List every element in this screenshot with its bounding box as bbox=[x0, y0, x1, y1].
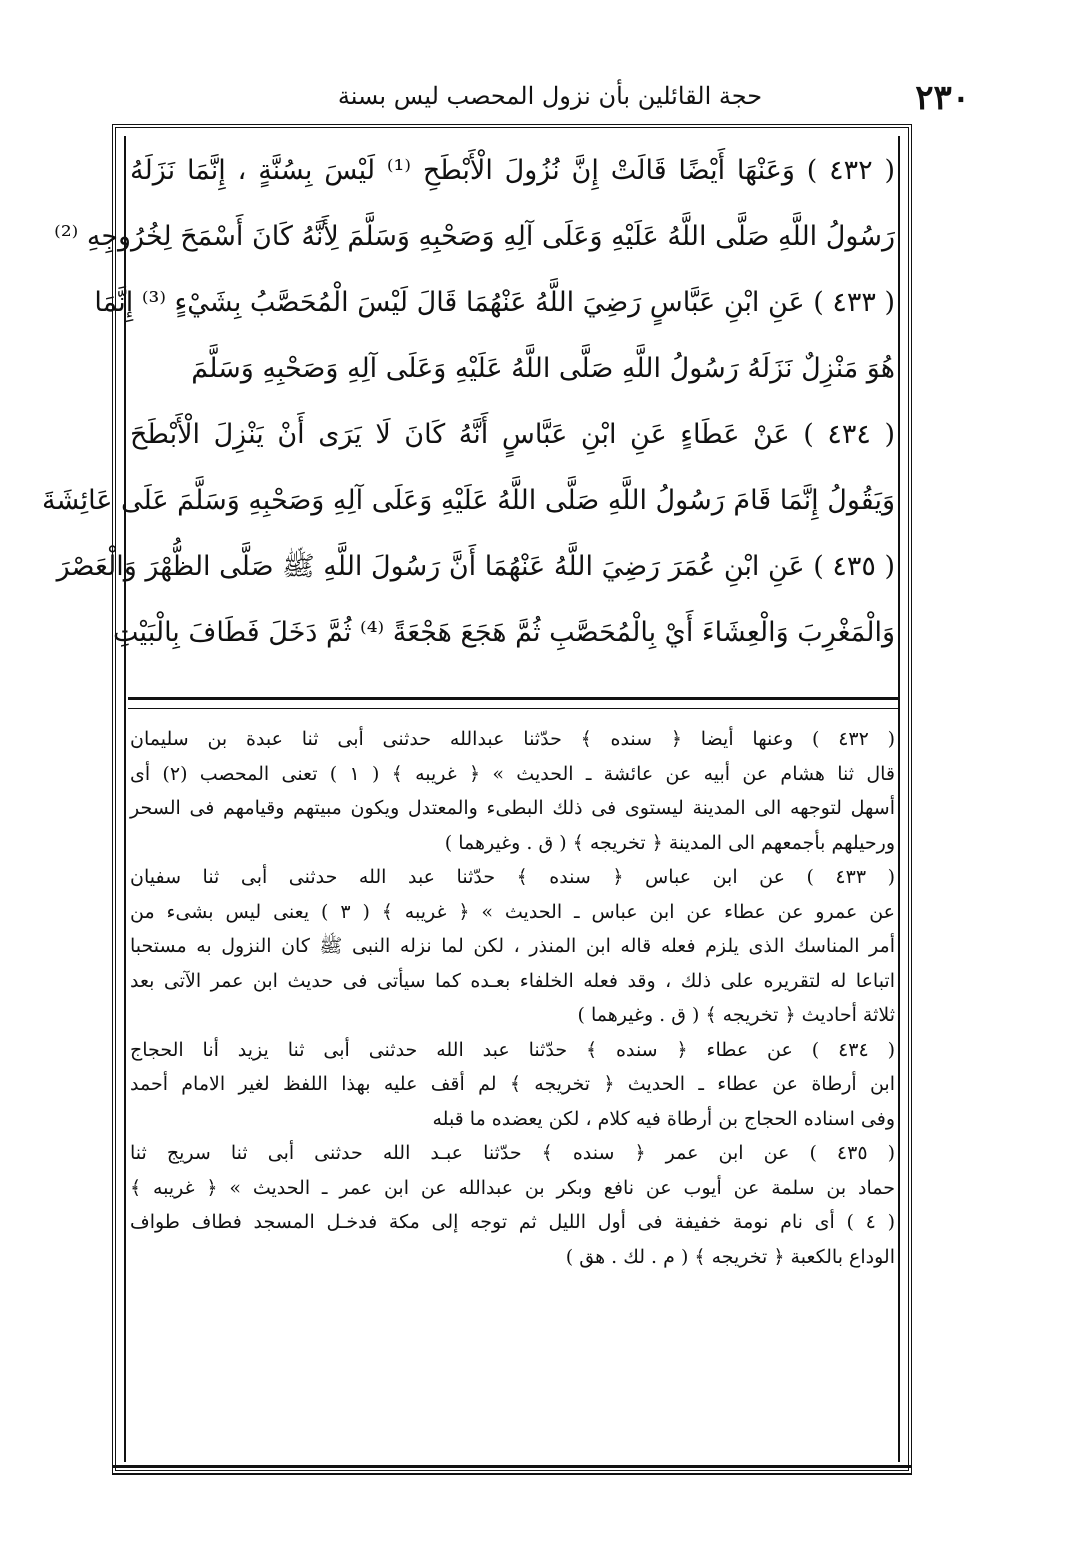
commentary-line: ورحيلهم بأجمعهم الى المدينة ﴿ تخريجه ﴾ ( ق . وغيرهما ) bbox=[444, 831, 895, 854]
commentary-line: اتباعا له لتقريره على ذلك ، وقد فعله الخلفاء بعـده كما سيأتى فى حديث ابن عمر الآتى بعد bbox=[130, 969, 895, 992]
commentary-line: ( ٤٣٣ ) عن ابن عباس ﴿ سنده ﴾ حدّثنا عبد الله حدثنى أبى ثنا سفيان bbox=[130, 866, 895, 888]
commentary-line: أسهل لتوجهه الى المدينة ليستوى فى ذلك البطىء والمعتدل ويكون مبيتهم وقيامهم فى السحر bbox=[130, 797, 895, 819]
hadith-line: ( ٤٣٢ ) وَعَنْهَا أَيْضًا قَالَتْ إِنَّ نُزُولَ الْأَبْطَحِ ⁽¹⁾ لَيْسَ بِسُنَّةٍ ، إِنَّمَا نَزَلَهُ bbox=[130, 155, 895, 186]
hadith-line: هُوَ مَنْزِلٌ نَزَلَهُ رَسُولُ اللَّهِ صَلَّى اللَّهُ عَلَيْهِ وَعَلَى آلِهِ وَصَحْبِهِ وَسَلَّمَ bbox=[191, 353, 895, 384]
commentary-line: أمر المناسك الذى يلزم فعله قاله ابن المنذر ، لكن لما نزله النبى ﷺ كان النزول به مستحبا bbox=[130, 935, 895, 957]
commentary-line: وفى اسناده الحجاج بن أرطاة فيه كلام ، لكن يعضده ما قبله bbox=[432, 1107, 895, 1130]
running-title: حجة القائلين بأن نزول المحصب ليس بسنة bbox=[337, 82, 763, 110]
hadith-line: وَالْمَغْرِبَ وَالْعِشَاءَ أَيْ بِالْمُحَصَّبِ ثُمَّ هَجَعَ هَجْعَةً ⁽⁴⁾ ثُمَّ دَخَلَ فَطَافَ بِالْبَيْتِ bbox=[113, 617, 895, 648]
hadith-text-block bbox=[42, 138, 895, 666]
commentary-line: حماد بن سلمة عن أيوب عن نافع وبكر بن عبدالله عن ابن عمر ـ الحديث » ﴿ غريبه ﴾ bbox=[130, 1176, 895, 1199]
commentary-line: ( ٤٣٢ ) وعنها أيضا ﴿ سنده ﴾ حدّثنا عبدالله حدثنى أبى ثنا عبدة بن سليمان bbox=[130, 728, 896, 750]
commentary-line: الوداع بالكعبة ﴿ تخريجه ﴾ ( م . لك . هق ) bbox=[565, 1245, 895, 1268]
commentary-block bbox=[130, 722, 895, 1274]
page-header bbox=[130, 78, 970, 118]
hadith-line: ( ٤٣٣ ) عَنِ ابْنِ عَبَّاسٍ رَضِيَ اللَّهُ عَنْهُمَا قَالَ لَيْسَ الْمُحَصَّبُ بِشَيْءٍ ⁽³⁾ إِنَّمَا bbox=[94, 287, 895, 318]
commentary-line: قال ثنا هشام عن أبيه عن عائشة ـ الحديث » ﴿ غريبه ﴾ ( ١ ) تعنى المحصب (٢) أى bbox=[130, 762, 895, 785]
hadith-line: رَسُولُ اللَّهِ صَلَّى اللَّهُ عَلَيْهِ وَعَلَى آلِهِ وَصَحْبِهِ وَسَلَّمَ لِأَنَّهُ كَانَ أَسْمَحَ لِخُرُوجِهِ ⁽²⁾ bbox=[54, 221, 895, 252]
commentary-line: ابن أرطاة عن عطاء ـ الحديث ﴿ تخريجه ﴾ لم أقف عليه بهذا اللفظ لغير الامام أحمد bbox=[130, 1073, 895, 1095]
commentary-line: عن عمرو عن عطاء عن ابن عباس ـ الحديث » ﴿ غريبه ﴾ ( ٣ ) يعنى ليس بشىء من bbox=[130, 900, 895, 923]
hadith-line: ( ٤٣٥ ) عَنِ ابْنِ عُمَرَ رَضِيَ اللَّهُ عَنْهُمَا أَنَّ رَسُولَ اللَّهِ ﷺ صَلَّى الظُّهْرَ وَالْعَصْرَ bbox=[56, 551, 895, 582]
section-separator bbox=[128, 697, 898, 709]
commentary-line: ( ٤٣٤ ) عن عطاء ﴿ سنده ﴾ حدّثنا عبد الله حدثنى أبى ثنا يزيد أنا الحجاج bbox=[130, 1038, 895, 1061]
commentary-line: ( ٤ ) أى نام نومة خفيفة فى أول الليل ثم توجه إلى مكة فدخـل المسجد فطاف طواف bbox=[130, 1211, 896, 1233]
hadith-line: وَيَقُولُ إِنَّمَا قَامَ رَسُولُ اللَّهِ صَلَّى اللَّهُ عَلَيْهِ وَعَلَى آلِهِ وَصَحْبِهِ وَسَلَّمَ عَلَى عَائِشَةَ bbox=[42, 485, 895, 516]
page-number: ٢٣٠ bbox=[915, 78, 970, 118]
commentary-line: ( ٤٣٥ ) عن ابن عمر ﴿ سنده ﴾ حدّثنا عبـد الله حدثنى أبى ثنا سريج ثنا bbox=[130, 1142, 895, 1164]
bottom-rule bbox=[112, 1465, 912, 1475]
hadith-line: ( ٤٣٤ ) عَنْ عَطَاءٍ عَنِ ابْنِ عَبَّاسٍ أَنَّهُ كَانَ لَا يَرَى أَنْ يَنْزِلَ الْأَبْطَحَ bbox=[130, 419, 895, 450]
commentary-line: ثلاثة أحاديث ﴿ تخريجه ﴾ ( ق . وغيرهما ) bbox=[577, 1004, 895, 1026]
